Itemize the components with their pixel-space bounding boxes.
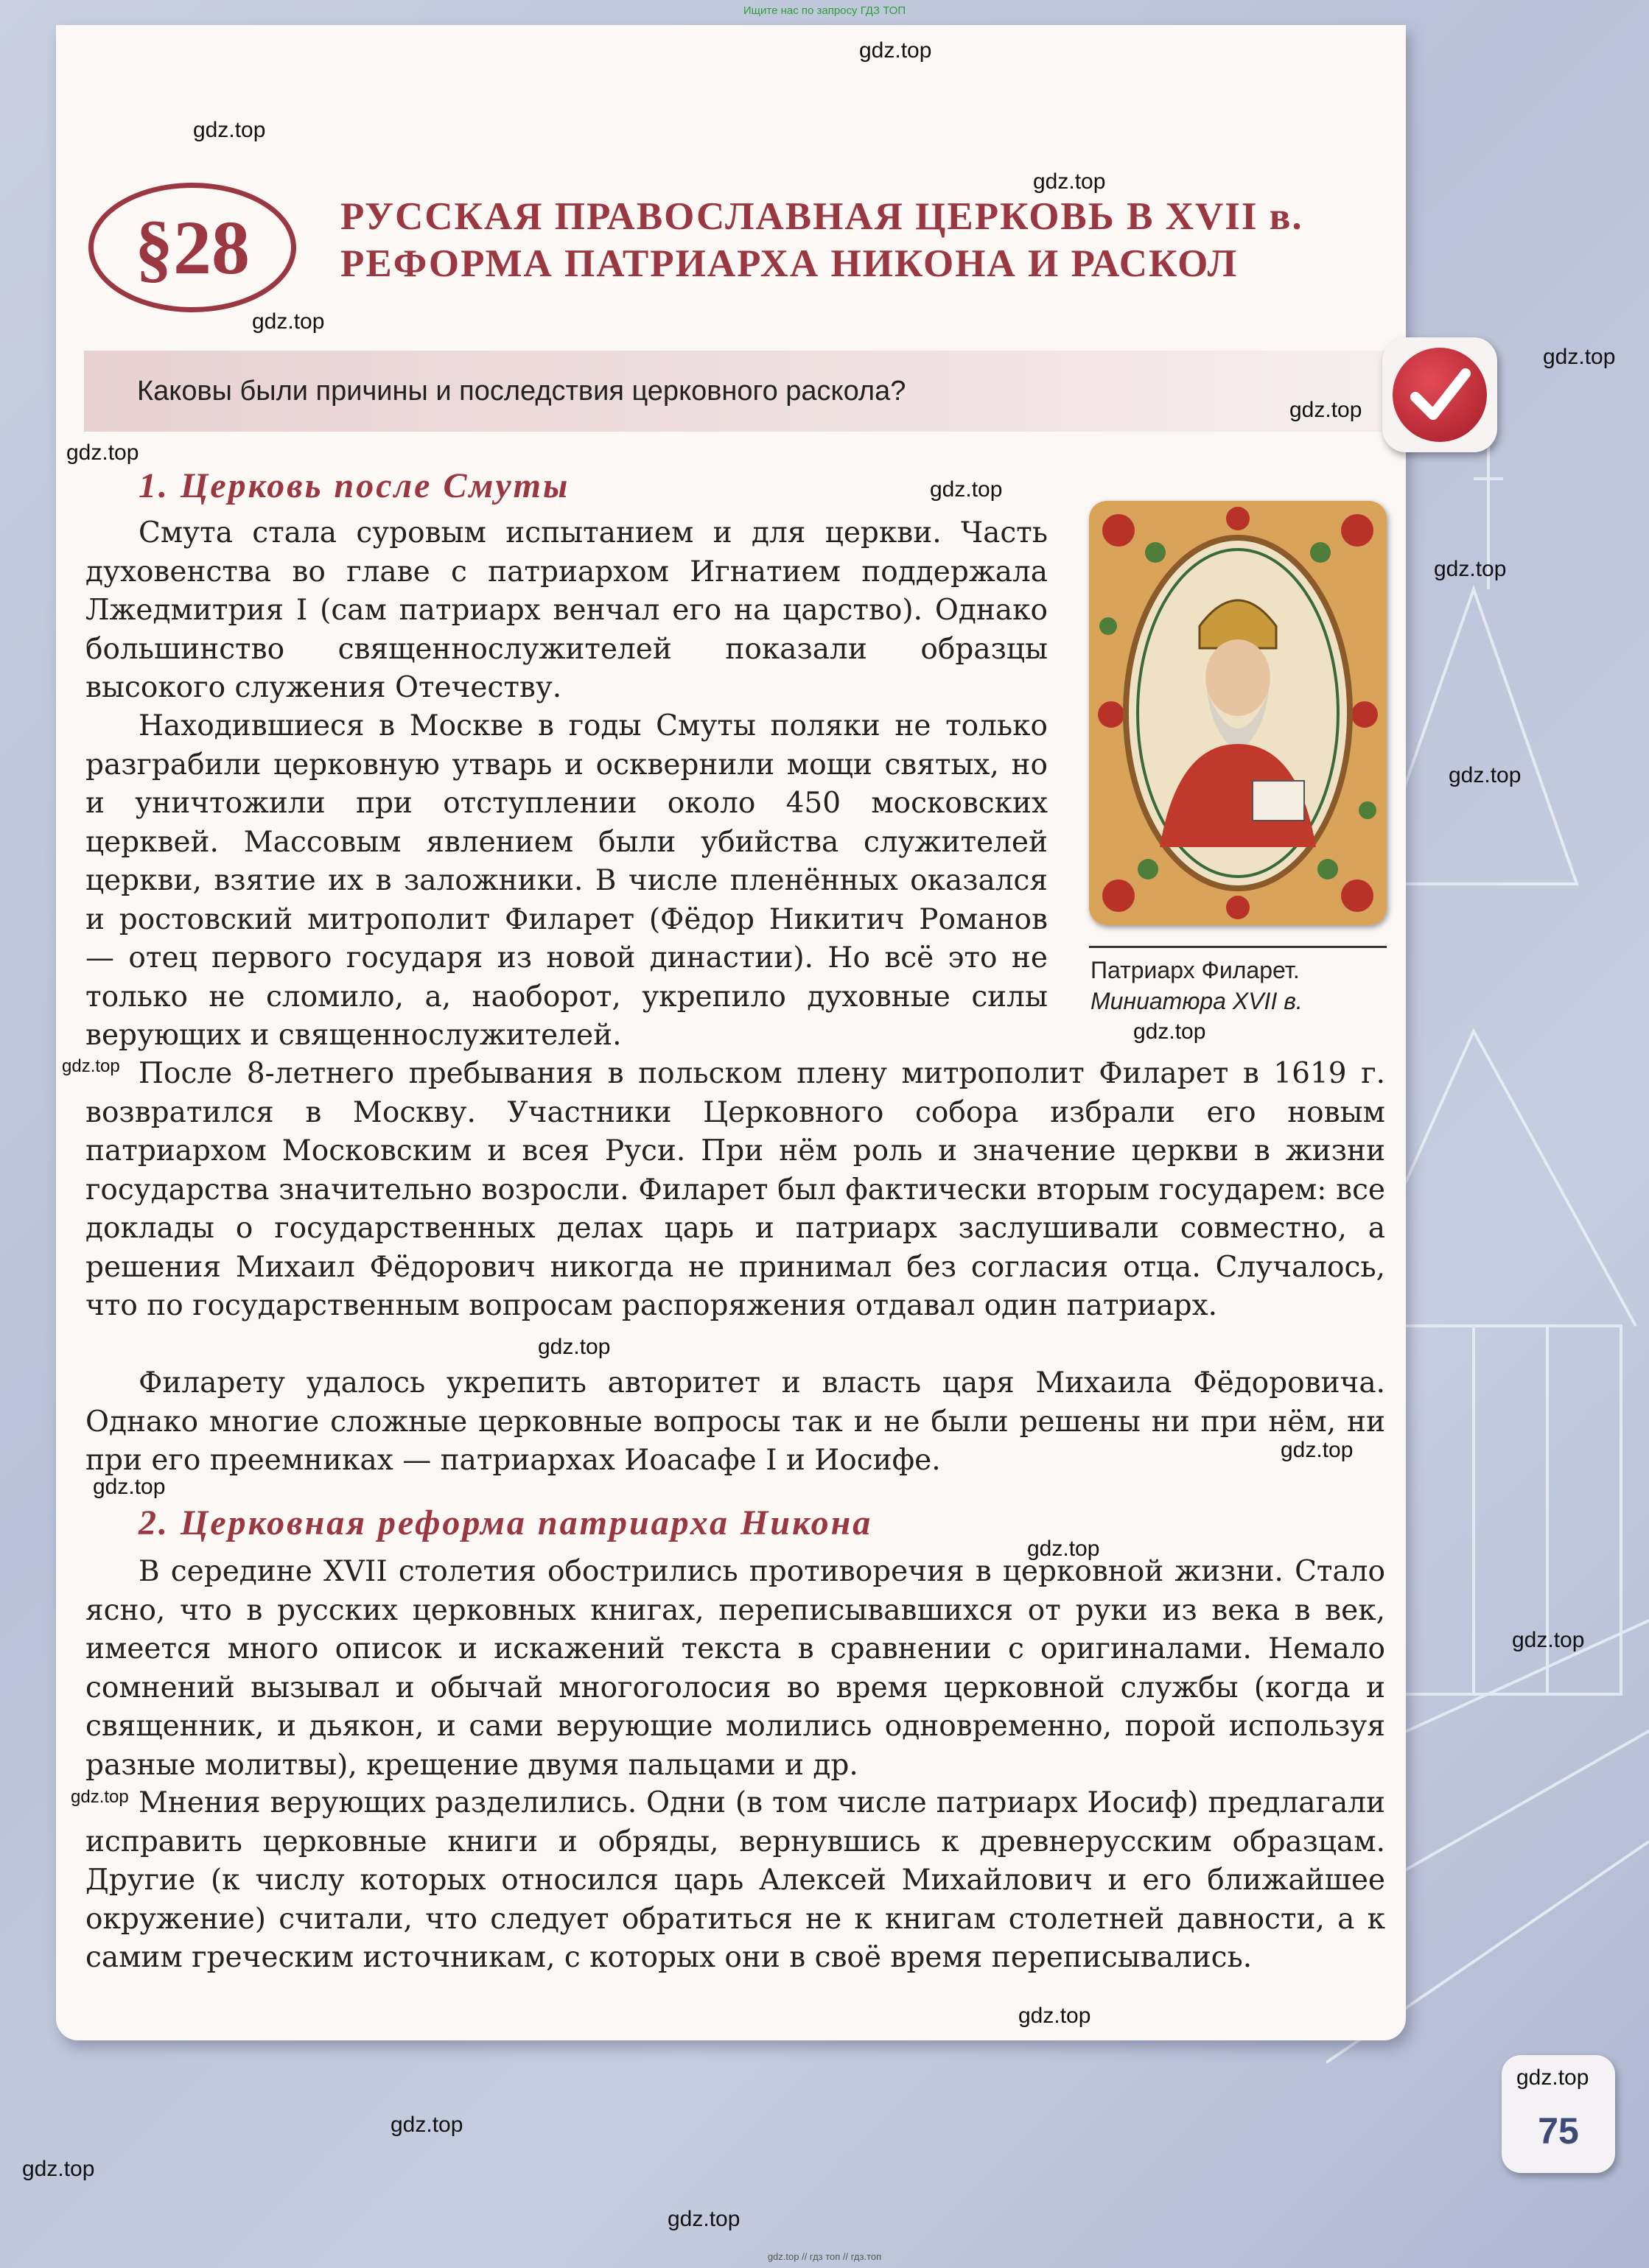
chapter-title [340, 193, 1387, 287]
watermark: gdz.top [1281, 1438, 1354, 1462]
figure-caption [1090, 955, 1393, 1017]
chapter-title-line-2: РЕФОРМА ПАТРИАРХА НИКОНА И РАСКОЛ [340, 242, 1239, 285]
watermark: gdz.top [930, 477, 1003, 502]
watermark: gdz.top [1033, 169, 1106, 194]
watermark: gdz.top [71, 1787, 129, 1807]
watermark: gdz.top [391, 2113, 463, 2137]
paragraph-5: В середине XVII столетия обострились противоречия в церковной жизни. Стало ясно, что в русских церковных книгах, переписывавшихся от руки из века в век, имеется много описок и искажений текста в сравнении с оригиналами. Немало сомнений вызывал и обычай многоголосия во время церковной службы (когда и священник, и дьякон, и сами верующие молились одновременно, порой используя разные молитвы), крещение двумя пальцами и др. [85, 1555, 1385, 1782]
paragraph-2: Находившиеся в Москве в годы Смуты поляки не только разграбили церковную утварь и осквернили мощи святых, но и уничтожили при отступлении около 450 московских церквей. Массовым явлением были убийства служителей церкви, взятие их в заложники. В числе пленённых оказался и ростовский митрополит Филарет (Фёдор Никитич Романов — отец первого государя из новой династии). Но всё это не только не сломило, а, наоборот, укрепило духовные силы верующих и священнослужителей. [85, 709, 1048, 1052]
chapter-title-line-1: РУССКАЯ ПРАВОСЛАВНАЯ ЦЕРКОВЬ В XVII в. [340, 195, 1303, 238]
watermark: gdz.top [93, 1475, 166, 1499]
caption-subtitle: Миниатюра XVII в. [1090, 988, 1303, 1014]
paragraph-number-badge: §28 [88, 183, 296, 312]
watermark: gdz.top [1289, 398, 1362, 422]
watermark: gdz.top [859, 38, 932, 63]
checkmark-button[interactable] [1382, 337, 1497, 452]
caption-title: Патриарх Филарет. [1090, 957, 1300, 983]
watermark: gdz.top [668, 2207, 741, 2231]
watermark: gdz.top [1434, 557, 1507, 581]
watermark: gdz.top [252, 309, 325, 334]
key-question: Каковы были причины и последствия церковного раскола? [137, 376, 906, 407]
watermark: gdz.top [193, 118, 266, 142]
watermark: gdz.top [1027, 1537, 1100, 1561]
top-search-hint[interactable]: Ищите нас по запросу ГДЗ ТОП [743, 4, 906, 17]
paragraph-6: Мнения верующих разделились. Одни (в том числе патриарх Иосиф) предлагали исправить церковные книги и обряды, вернувшись к древнерусским образцам. Другие (к числу которых относился царь Алексей Михайлович и его ближайшее окружение) считали, что следует обратиться не к книгам столетней давности, а к самим греческим источникам, с которых они в своё время переписывались. [85, 1786, 1385, 1974]
watermark: gdz.top [1449, 763, 1522, 787]
section-heading-1: 1. Церковь после Смуты [139, 466, 570, 505]
watermark: gdz.top [1133, 1019, 1206, 1044]
watermark: gdz.top [1516, 2065, 1589, 2090]
footer-links[interactable]: gdz.top // гдз топ // гдз.топ [767, 2251, 882, 2262]
watermark: gdz.top [62, 1056, 120, 1076]
patriarch-filaret-miniature [1089, 501, 1387, 925]
section-heading-2: 2. Церковная реформа патриарха Никона [139, 1503, 873, 1542]
paragraph-3: После 8-летнего пребывания в польском плену митрополит Филарет в 1619 г. возвратился в Москву. Участники Церковного собора избрали его новым патриархом Московским и всея Руси. При нём роль и значение церкви в жизни государства значительно возросли. Филарет был фактически вторым государем: все доклады о государственных делах царь и патриарх заслушивали совместно, а решения Михаил Фёдорович никогда не принимал без согласия отца. Случалось, что по государственным вопросам распоряжения отдавал один патриарх. [85, 1057, 1385, 1322]
paragraph-1: Смута стала суровым испытанием и для церкви. Часть духовенства во главе с патриархом Игнатием поддержала Лжедмитрия I (сам патриарх венчал его на царство). Однако большинство священнослужителей показали образцы высокого служения Отечеству. [85, 516, 1048, 704]
watermark: gdz.top [1018, 2004, 1091, 2028]
page-number: 75 [1502, 2055, 1615, 2173]
caption-divider [1089, 946, 1387, 948]
watermark: gdz.top [66, 440, 139, 465]
watermark: gdz.top [1543, 345, 1616, 369]
paragraph-4: Филарету удалось укрепить авторитет и власть царя Михаила Фёдоровича. Однако многие сложные церковные вопросы так и не были решены ни при нём, ни при его преемниках — патриархах Иоасафе I и Иосифе. [85, 1366, 1385, 1477]
check-icon [1393, 348, 1487, 442]
watermark: gdz.top [22, 2157, 95, 2181]
watermark: gdz.top [538, 1335, 611, 1359]
watermark: gdz.top [1512, 1628, 1585, 1652]
